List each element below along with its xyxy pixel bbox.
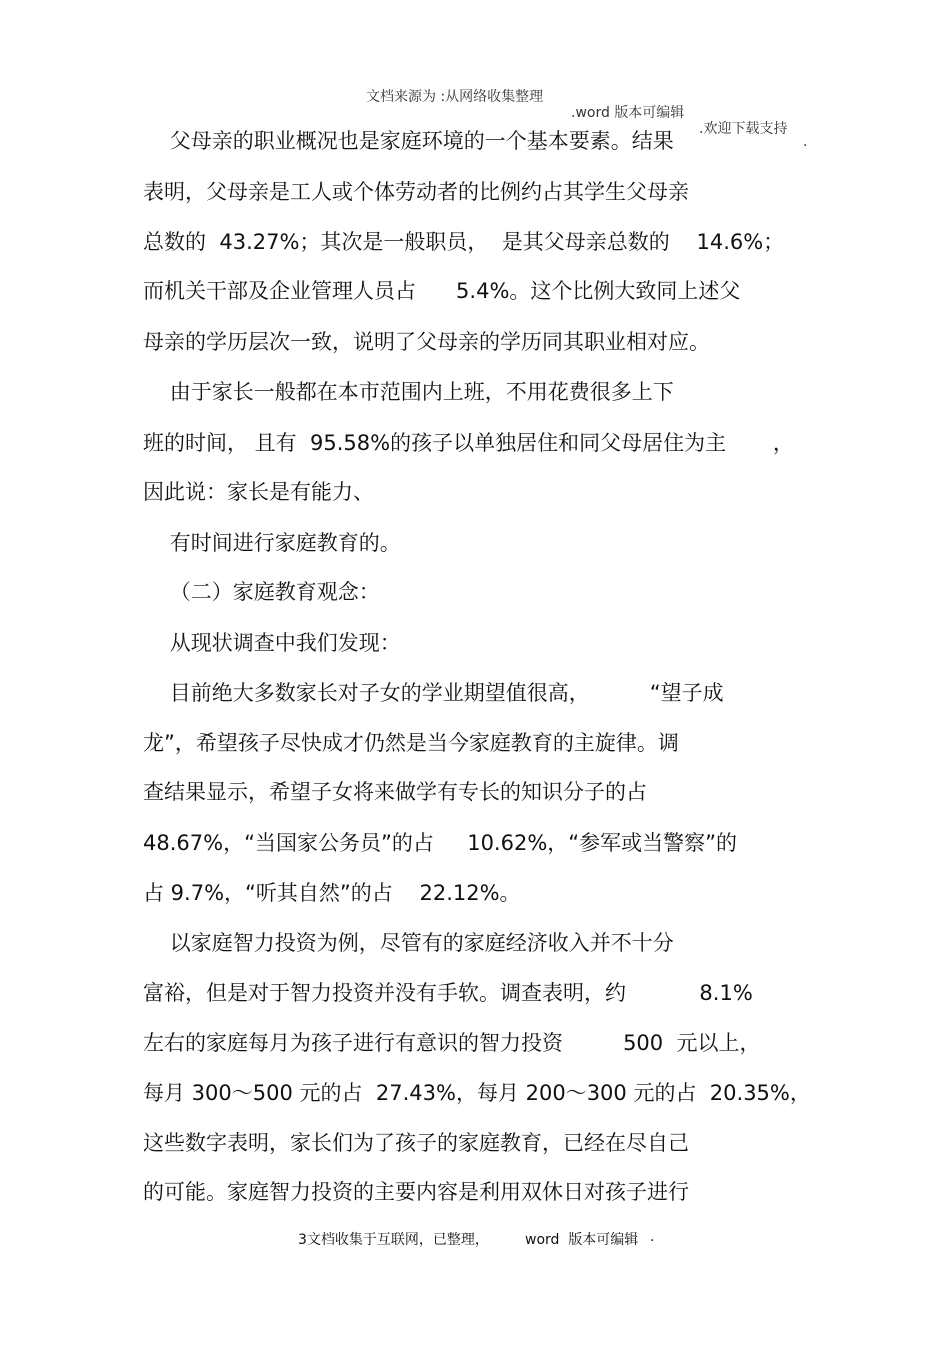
paragraph-line: 48.67%，“当国家公务员”的占 10.62%，“参军或当警察”的 bbox=[143, 831, 738, 855]
paragraph-line: 由于家长一般都在本市范围内上班，不用花费很多上下 bbox=[143, 380, 674, 404]
section-heading: （二）家庭教育观念： bbox=[143, 580, 380, 604]
paragraph-line: 母亲的学历层次一致，说明了父母亲的学历同其职业相对应。 bbox=[143, 330, 710, 354]
paragraph-line: 班的时间， 且有 95.58%的孩子以单独居住和同父母居住为主 ， bbox=[143, 431, 794, 455]
paragraph-line: 左右的家庭每月为孩子进行有意识的智力投资 500 元以上， bbox=[143, 1031, 761, 1055]
paragraph-line: 总数的 43.27%；其次是一般职员， 是其父母亲总数的 14.6%； bbox=[143, 230, 785, 254]
paragraph-line: 的可能。家庭智力投资的主要内容是利用双休日对孩子进行 bbox=[143, 1180, 689, 1204]
paragraph-line: 这些数字表明，家长们为了孩子的家庭教育，已经在尽自己 bbox=[143, 1131, 689, 1155]
paragraph-line: 查结果显示，希望子女将来做学有专长的知识分子的占 bbox=[143, 780, 647, 804]
paragraph-line: 父母亲的职业概况也是家庭环境的一个基本要素。结果 bbox=[143, 129, 674, 153]
paragraph-line: 表明，父母亲是工人或个体劳动者的比例约占其学生父母亲 bbox=[143, 180, 689, 204]
footer-collected-text: 3文档收集于互联网，已整理， bbox=[298, 1232, 489, 1248]
footer-editable-text: word 版本可编辑 bbox=[525, 1232, 639, 1248]
header-welcome-text: .欢迎下载支持 bbox=[699, 121, 788, 137]
paragraph-line: 而机关干部及企业管理人员占 5.4%。这个比例大致同上述父 bbox=[143, 279, 741, 303]
paragraph-line: 富裕，但是对于智力投资并没有手软。调查表明，约 8.1% bbox=[143, 981, 753, 1005]
paragraph-line: 以家庭智力投资为例，尽管有的家庭经济收入并不十分 bbox=[143, 931, 674, 955]
paragraph-line: 占 9.7%，“听其自然”的占 22.12%。 bbox=[143, 881, 521, 905]
paragraph-line: 从现状调查中我们发现： bbox=[143, 631, 401, 655]
paragraph-line: 目前绝大多数家长对子女的学业期望值很高， “望子成 bbox=[143, 681, 724, 705]
paragraph-line: 因此说：家长是有能力、 bbox=[143, 480, 374, 504]
header-editable-text: .word 版本可编辑 bbox=[571, 105, 685, 121]
paragraph-line: 每月 300～500 元的占 27.43%，每月 200～300 元的占 20.35%， bbox=[143, 1081, 811, 1105]
paragraph-line: 龙”，希望孩子尽快成才仍然是当今家庭教育的主旋律。调 bbox=[143, 731, 679, 755]
footer-dot: . bbox=[650, 1229, 655, 1245]
header-source-text: 文档来源为 :从网络收集整理 bbox=[366, 89, 544, 105]
header-dot: . bbox=[803, 134, 808, 150]
paragraph-line: 有时间进行家庭教育的。 bbox=[143, 531, 401, 555]
